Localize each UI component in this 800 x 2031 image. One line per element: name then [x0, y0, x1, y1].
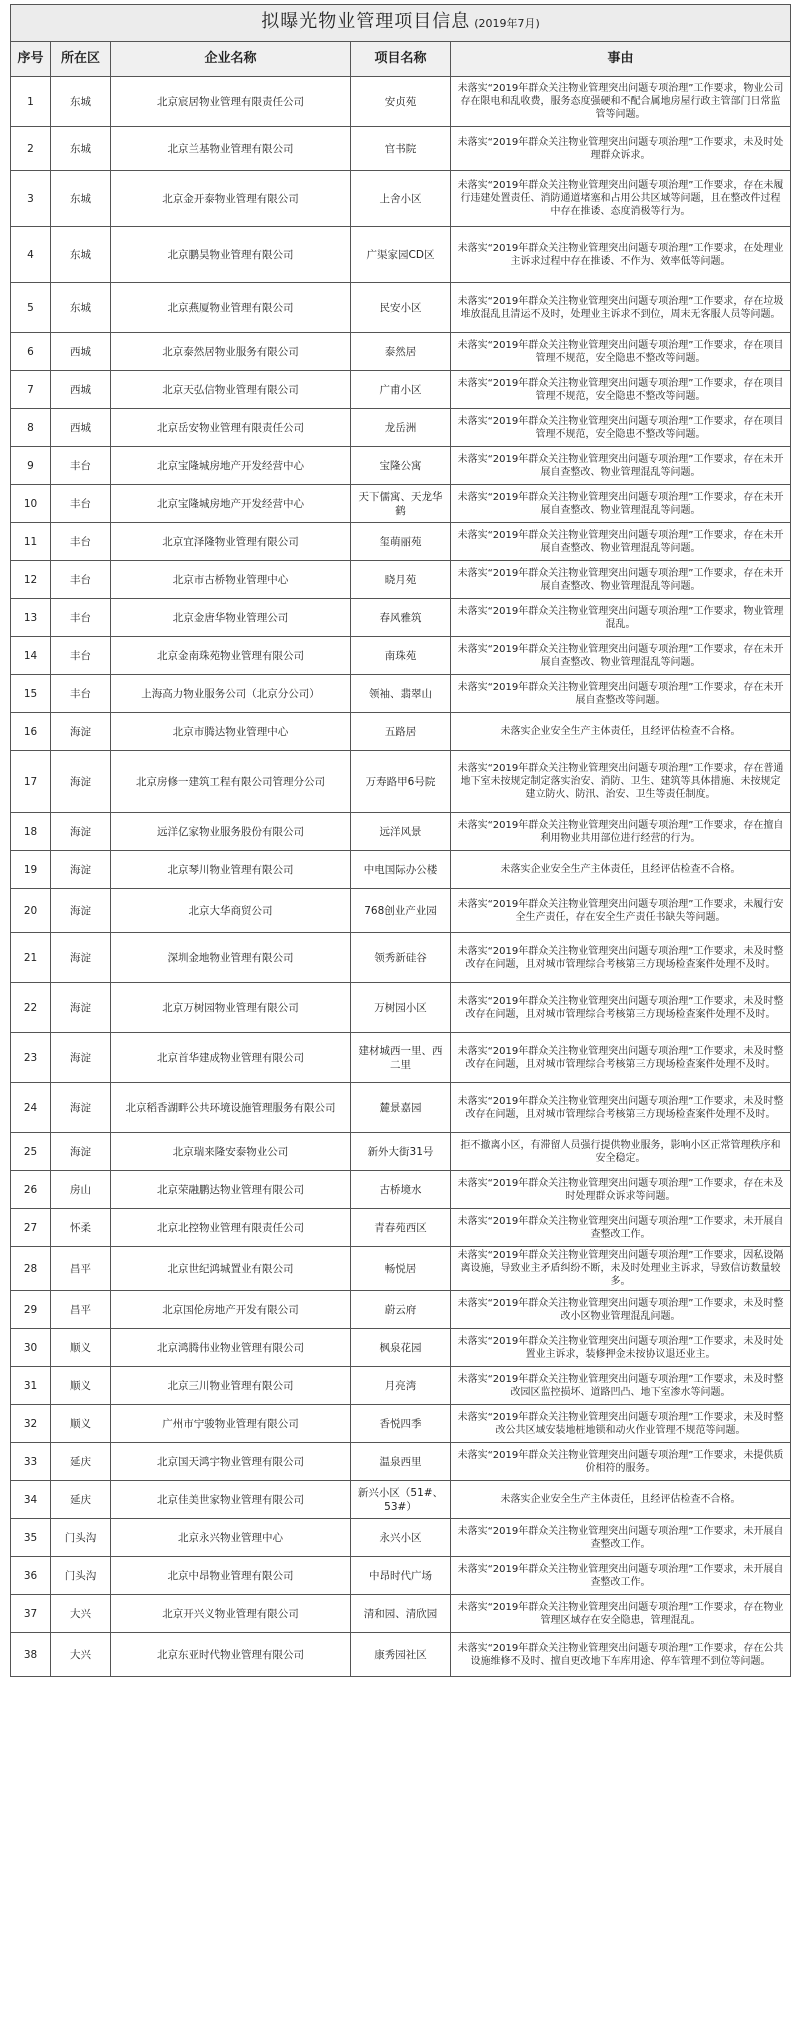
table-row: [11, 751, 791, 813]
cell-project: 上舍小区: [351, 171, 451, 227]
cell-company: 北京金唐华物业管理公司: [111, 599, 351, 637]
cell-company: 北京荣融鹏达物业管理有限公司: [111, 1171, 351, 1209]
page-title: [11, 5, 791, 42]
table-row: [11, 983, 791, 1033]
cell-reason: 未落实“2019年群众关注物业管理突出问题专项治理”工作要求，存在未开展自查整改、物业管理混乱等问题。: [451, 447, 791, 485]
cell-reason: 未落实“2019年群众关注物业管理突出问题专项治理”工作要求，未及时整改存在问题，且对城市管理综合考核第三方现场检查案件处理不及时。: [451, 983, 791, 1033]
cell-reason: 未落实“2019年群众关注物业管理突出问题专项治理”工作要求，物业管理混乱。: [451, 599, 791, 637]
table-row: [11, 171, 791, 227]
cell-no: 7: [11, 371, 51, 409]
cell-district: 丰台: [51, 523, 111, 561]
cell-company: 北京燕厦物业管理有限公司: [111, 283, 351, 333]
cell-reason: 未落实“2019年群众关注物业管理突出问题专项治理”工作要求，存在项目管理不规范，安全隐患不整改等问题。: [451, 333, 791, 371]
cell-no: 37: [11, 1595, 51, 1633]
cell-project: 古桥境水: [351, 1171, 451, 1209]
cell-project: 远洋风景: [351, 813, 451, 851]
header-project: 项目名称: [351, 42, 451, 77]
cell-company: 北京天弘信物业管理有限公司: [111, 371, 351, 409]
cell-company: 北京万树园物业管理有限公司: [111, 983, 351, 1033]
cell-district: 西城: [51, 371, 111, 409]
cell-no: 24: [11, 1083, 51, 1133]
cell-project: 万寿路甲6号院: [351, 751, 451, 813]
cell-district: 门头沟: [51, 1519, 111, 1557]
cell-project: 蔚云府: [351, 1291, 451, 1329]
cell-company: 北京开兴义物业管理有限公司: [111, 1595, 351, 1633]
cell-reason: 未落实企业安全生产主体责任，且经评估检查不合格。: [451, 1481, 791, 1519]
cell-no: 8: [11, 409, 51, 447]
cell-reason: 未落实“2019年群众关注物业管理突出问题专项治理”工作要求，存在普通地下室未按规定制定落实治安、消防、卫生、建筑等具体措施、未按规定建立防火、防汛、治安、卫生等责任制度。: [451, 751, 791, 813]
cell-project: 清和园、清欣园: [351, 1595, 451, 1633]
cell-reason: 未落实“2019年群众关注物业管理突出问题专项治理”工作要求，未及时整改存在问题，且对城市管理综合考核第三方现场检查案件处理不及时。: [451, 1083, 791, 1133]
cell-company: 北京中昂物业管理有限公司: [111, 1557, 351, 1595]
cell-reason: 未落实“2019年群众关注物业管理突出问题专项治理”工作要求，未及时处置业主诉求，装修押金未按协议退还业主。: [451, 1329, 791, 1367]
cell-district: 东城: [51, 227, 111, 283]
cell-reason: 未落实“2019年群众关注物业管理突出问题专项治理”工作要求，存在未开展自查整改、物业管理混乱等问题。: [451, 485, 791, 523]
cell-district: 丰台: [51, 561, 111, 599]
cell-company: 北京三川物业管理有限公司: [111, 1367, 351, 1405]
cell-no: 29: [11, 1291, 51, 1329]
cell-no: 13: [11, 599, 51, 637]
table-row: [11, 447, 791, 485]
cell-company: 北京北控物业管理有限责任公司: [111, 1209, 351, 1247]
table-row: [11, 637, 791, 675]
document: [10, 4, 790, 1677]
table-row: [11, 1133, 791, 1171]
cell-project: 龙岳洲: [351, 409, 451, 447]
table-row: [11, 1033, 791, 1083]
table-row: [11, 933, 791, 983]
title-text: 拟曝光物业管理项目信息: [261, 11, 471, 32]
cell-district: 顺义: [51, 1367, 111, 1405]
cell-no: 26: [11, 1171, 51, 1209]
cell-company: 北京鹏昊物业管理有限公司: [111, 227, 351, 283]
table-row: [11, 1329, 791, 1367]
header-district: 所在区: [51, 42, 111, 77]
cell-reason: 未落实“2019年群众关注物业管理突出问题专项治理”工作要求，未及时整改小区物业管理混乱问题。: [451, 1291, 791, 1329]
cell-no: 12: [11, 561, 51, 599]
cell-reason: 未落实“2019年群众关注物业管理突出问题专项治理”工作要求，存在未开展自查整改、物业管理混乱等问题。: [451, 637, 791, 675]
cell-district: 东城: [51, 283, 111, 333]
cell-reason: 未落实“2019年群众关注物业管理突出问题专项治理”工作要求，未履行安全生产责任，存在安全生产责任书缺失等问题。: [451, 889, 791, 933]
cell-project: 晓月苑: [351, 561, 451, 599]
cell-reason: 未落实“2019年群众关注物业管理突出问题专项治理”工作要求，未开展自查整改工作。: [451, 1557, 791, 1595]
table-row: [11, 409, 791, 447]
cell-district: 门头沟: [51, 1557, 111, 1595]
cell-project: 768创业产业园: [351, 889, 451, 933]
cell-project: 中昂时代广场: [351, 1557, 451, 1595]
cell-company: 北京世纪鸿城置业有限公司: [111, 1247, 351, 1291]
cell-no: 20: [11, 889, 51, 933]
cell-reason: 未落实“2019年群众关注物业管理突出问题专项治理”工作要求，未及时整改存在问题，且对城市管理综合考核第三方现场检查案件处理不及时。: [451, 1033, 791, 1083]
cell-company: 北京市古桥物业管理中心: [111, 561, 351, 599]
cell-project: 玺萌丽苑: [351, 523, 451, 561]
cell-project: 广甫小区: [351, 371, 451, 409]
cell-district: 海淀: [51, 933, 111, 983]
table-row: [11, 851, 791, 889]
cell-company: 深圳金地物业管理有限公司: [111, 933, 351, 983]
cell-project: 领袖、翡翠山: [351, 675, 451, 713]
cell-district: 海淀: [51, 1083, 111, 1133]
cell-company: 北京兰基物业管理有限公司: [111, 127, 351, 171]
cell-reason: 拒不撤离小区，有滞留人员强行提供物业服务，影响小区正常管理秩序和安全稳定。: [451, 1133, 791, 1171]
cell-project: 麓景嘉园: [351, 1083, 451, 1133]
cell-no: 30: [11, 1329, 51, 1367]
cell-no: 15: [11, 675, 51, 713]
cell-no: 32: [11, 1405, 51, 1443]
cell-no: 1: [11, 77, 51, 127]
cell-district: 海淀: [51, 751, 111, 813]
table-row: [11, 1209, 791, 1247]
cell-no: 35: [11, 1519, 51, 1557]
table-row: [11, 889, 791, 933]
cell-reason: 未落实“2019年群众关注物业管理突出问题专项治理”工作要求，存在擅自利用物业共用部位进行经营的行为。: [451, 813, 791, 851]
cell-project: 畅悦居: [351, 1247, 451, 1291]
table-row: [11, 77, 791, 127]
cell-company: 北京宝隆城房地产开发经营中心: [111, 447, 351, 485]
cell-project: 五路居: [351, 713, 451, 751]
cell-no: 34: [11, 1481, 51, 1519]
cell-company: 北京国伦房地产开发有限公司: [111, 1291, 351, 1329]
table-row: [11, 523, 791, 561]
cell-company: 上海高力物业服务公司（北京分公司）: [111, 675, 351, 713]
cell-company: 北京永兴物业管理中心: [111, 1519, 351, 1557]
cell-district: 丰台: [51, 599, 111, 637]
cell-reason: 未落实“2019年群众关注物业管理突出问题专项治理”工作要求，存在未开展自查整改等问题。: [451, 675, 791, 713]
cell-project: 万树园小区: [351, 983, 451, 1033]
cell-district: 海淀: [51, 851, 111, 889]
cell-district: 延庆: [51, 1481, 111, 1519]
cell-project: 宝隆公寓: [351, 447, 451, 485]
cell-no: 21: [11, 933, 51, 983]
cell-project: 南珠苑: [351, 637, 451, 675]
cell-reason: 未落实“2019年群众关注物业管理突出问题专项治理”工作要求，未及时处理群众诉求。: [451, 127, 791, 171]
table-row: [11, 1519, 791, 1557]
cell-reason: 未落实“2019年群众关注物业管理突出问题专项治理”工作要求，存在公共设施维修不及时、擅自更改地下车库用途、停车管理不到位等问题。: [451, 1633, 791, 1677]
cell-project: 安贞苑: [351, 77, 451, 127]
cell-district: 东城: [51, 127, 111, 171]
cell-no: 18: [11, 813, 51, 851]
cell-reason: 未落实“2019年群众关注物业管理突出问题专项治理”工作要求，未及时整改存在问题，且对城市管理综合考核第三方现场检查案件处理不及时。: [451, 933, 791, 983]
cell-district: 海淀: [51, 1133, 111, 1171]
cell-reason: 未落实“2019年群众关注物业管理突出问题专项治理”工作要求，在处理业主诉求过程中存在推诿、不作为、效率低等问题。: [451, 227, 791, 283]
cell-reason: 未落实“2019年群众关注物业管理突出问题专项治理”工作要求，物业公司存在限电和乱收费，服务态度强硬和不配合属地房屋行政主管部门日常监管等问题。: [451, 77, 791, 127]
cell-district: 海淀: [51, 813, 111, 851]
cell-no: 31: [11, 1367, 51, 1405]
table-row: [11, 283, 791, 333]
cell-district: 东城: [51, 77, 111, 127]
table-row: [11, 675, 791, 713]
cell-no: 27: [11, 1209, 51, 1247]
cell-district: 丰台: [51, 675, 111, 713]
header-no: 序号: [11, 42, 51, 77]
cell-district: 大兴: [51, 1633, 111, 1677]
table-row: [11, 1633, 791, 1677]
cell-company: 北京泰然居物业服务有限公司: [111, 333, 351, 371]
cell-project: 民安小区: [351, 283, 451, 333]
cell-project: 建材城西一里、西二里: [351, 1033, 451, 1083]
cell-project: 枫泉花园: [351, 1329, 451, 1367]
header-reason: 事由: [451, 42, 791, 77]
cell-company: 北京金南珠苑物业管理有限公司: [111, 637, 351, 675]
table-row: [11, 1405, 791, 1443]
cell-district: 昌平: [51, 1291, 111, 1329]
cell-district: 西城: [51, 333, 111, 371]
table-row: [11, 713, 791, 751]
cell-reason: 未落实“2019年群众关注物业管理突出问题专项治理”工作要求，未及时整改园区监控损坏、道路凹凸、地下室渗水等问题。: [451, 1367, 791, 1405]
cell-district: 海淀: [51, 889, 111, 933]
cell-district: 大兴: [51, 1595, 111, 1633]
cell-project: 领秀新硅谷: [351, 933, 451, 983]
cell-reason: 未落实“2019年群众关注物业管理突出问题专项治理”工作要求，存在项目管理不规范，安全隐患不整改等问题。: [451, 409, 791, 447]
table-row: [11, 599, 791, 637]
table-row: [11, 371, 791, 409]
cell-district: 昌平: [51, 1247, 111, 1291]
cell-district: 东城: [51, 171, 111, 227]
cell-no: 23: [11, 1033, 51, 1083]
cell-district: 丰台: [51, 485, 111, 523]
cell-reason: 未落实企业安全生产主体责任，且经评估检查不合格。: [451, 851, 791, 889]
cell-company: 北京岳安物业管理有限责任公司: [111, 409, 351, 447]
table-row: [11, 561, 791, 599]
cell-district: 西城: [51, 409, 111, 447]
cell-no: 10: [11, 485, 51, 523]
cell-reason: 未落实“2019年群众关注物业管理突出问题专项治理”工作要求，存在未开展自查整改、物业管理混乱等问题。: [451, 523, 791, 561]
cell-company: 北京琴川物业管理有限公司: [111, 851, 351, 889]
cell-company: 北京宸居物业管理有限责任公司: [111, 77, 351, 127]
table-row: [11, 1291, 791, 1329]
cell-no: 38: [11, 1633, 51, 1677]
cell-no: 17: [11, 751, 51, 813]
table-row: [11, 1171, 791, 1209]
cell-district: 海淀: [51, 1033, 111, 1083]
cell-district: 丰台: [51, 637, 111, 675]
cell-company: 北京佳美世家物业管理有限公司: [111, 1481, 351, 1519]
cell-company: 北京瑞来隆安泰物业公司: [111, 1133, 351, 1171]
cell-project: 广渠家园CD区: [351, 227, 451, 283]
table-row: [11, 333, 791, 371]
table-row: [11, 127, 791, 171]
cell-reason: 未落实“2019年群众关注物业管理突出问题专项治理”工作要求，存在未开展自查整改、物业管理混乱等问题。: [451, 561, 791, 599]
cell-company: 北京鸿腾伟业物业管理有限公司: [111, 1329, 351, 1367]
cell-no: 14: [11, 637, 51, 675]
cell-district: 顺义: [51, 1329, 111, 1367]
cell-reason: 未落实企业安全生产主体责任，且经评估检查不合格。: [451, 713, 791, 751]
cell-company: 北京房修一建筑工程有限公司管理分公司: [111, 751, 351, 813]
cell-project: 温泉西里: [351, 1443, 451, 1481]
cell-no: 4: [11, 227, 51, 283]
cell-district: 延庆: [51, 1443, 111, 1481]
cell-no: 28: [11, 1247, 51, 1291]
cell-reason: 未落实“2019年群众关注物业管理突出问题专项治理”工作要求，未提供质价相符的服务。: [451, 1443, 791, 1481]
cell-project: 官书院: [351, 127, 451, 171]
table-row: [11, 485, 791, 523]
header-row: [11, 42, 791, 77]
cell-reason: 未落实“2019年群众关注物业管理突出问题专项治理”工作要求，存在未及时处理群众诉求等问题。: [451, 1171, 791, 1209]
cell-project: 泰然居: [351, 333, 451, 371]
cell-no: 3: [11, 171, 51, 227]
cell-company: 北京国天鸿宇物业管理有限公司: [111, 1443, 351, 1481]
cell-no: 16: [11, 713, 51, 751]
cell-company: 北京稻香湖畔公共环境设施管理服务有限公司: [111, 1083, 351, 1133]
cell-district: 丰台: [51, 447, 111, 485]
cell-company: 北京金开泰物业管理有限公司: [111, 171, 351, 227]
cell-district: 房山: [51, 1171, 111, 1209]
cell-no: 33: [11, 1443, 51, 1481]
table-body: [11, 77, 791, 1677]
table-row: [11, 1443, 791, 1481]
cell-no: 2: [11, 127, 51, 171]
header-company: 企业名称: [111, 42, 351, 77]
cell-no: 36: [11, 1557, 51, 1595]
cell-project: 天下儒寓、天龙华鹤: [351, 485, 451, 523]
cell-company: 北京大华商贸公司: [111, 889, 351, 933]
cell-reason: 未落实“2019年群众关注物业管理突出问题专项治理”工作要求，存在物业管理区域存在安全隐患，管理混乱。: [451, 1595, 791, 1633]
cell-district: 海淀: [51, 983, 111, 1033]
table-row: [11, 1481, 791, 1519]
cell-project: 春风雅筑: [351, 599, 451, 637]
cell-no: 5: [11, 283, 51, 333]
cell-project: 永兴小区: [351, 1519, 451, 1557]
title-date: (2019年7月): [474, 17, 540, 30]
table-row: [11, 1367, 791, 1405]
cell-project: 香悦四季: [351, 1405, 451, 1443]
cell-project: 月亮湾: [351, 1367, 451, 1405]
table-row: [11, 1083, 791, 1133]
cell-company: 北京宜泽隆物业管理有限公司: [111, 523, 351, 561]
cell-company: 北京东亚时代物业管理有限公司: [111, 1633, 351, 1677]
cell-reason: 未落实“2019年群众关注物业管理突出问题专项治理”工作要求，未开展自查整改工作。: [451, 1209, 791, 1247]
cell-district: 怀柔: [51, 1209, 111, 1247]
table-row: [11, 1557, 791, 1595]
cell-company: 广州市宁骏物业管理有限公司: [111, 1405, 351, 1443]
cell-no: 25: [11, 1133, 51, 1171]
cell-reason: 未落实“2019年群众关注物业管理突出问题专项治理”工作要求，存在项目管理不规范，安全隐患不整改等问题。: [451, 371, 791, 409]
cell-district: 顺义: [51, 1405, 111, 1443]
cell-no: 22: [11, 983, 51, 1033]
table-row: [11, 1595, 791, 1633]
cell-company: 北京宝隆城房地产开发经营中心: [111, 485, 351, 523]
cell-reason: 未落实“2019年群众关注物业管理突出问题专项治理”工作要求，存在垃圾堆放混乱且清运不及时，处理业主诉求不到位，周末无客服人员等问题。: [451, 283, 791, 333]
project-table: [10, 4, 791, 1677]
cell-no: 6: [11, 333, 51, 371]
cell-reason: 未落实“2019年群众关注物业管理突出问题专项治理”工作要求，未及时整改公共区域安装地桩地锁和动火作业管理不规范等问题。: [451, 1405, 791, 1443]
cell-no: 19: [11, 851, 51, 889]
cell-no: 11: [11, 523, 51, 561]
cell-project: 中电国际办公楼: [351, 851, 451, 889]
cell-no: 9: [11, 447, 51, 485]
cell-reason: 未落实“2019年群众关注物业管理突出问题专项治理”工作要求，因私设隔离设施，导致业主矛盾纠纷不断，未及时处理业主诉求，导致信访数量较多。: [451, 1247, 791, 1291]
cell-company: 远洋亿家物业服务股份有限公司: [111, 813, 351, 851]
cell-project: 新外大街31号: [351, 1133, 451, 1171]
table-row: [11, 227, 791, 283]
table-row: [11, 813, 791, 851]
cell-company: 北京首华建成物业管理有限公司: [111, 1033, 351, 1083]
cell-reason: 未落实“2019年群众关注物业管理突出问题专项治理”工作要求，存在未履行违建处置责任、消防通道堵塞和占用公共区域等问题，且在整改件过程中存在推诿、态度消极等行为。: [451, 171, 791, 227]
cell-company: 北京市腾达物业管理中心: [111, 713, 351, 751]
cell-reason: 未落实“2019年群众关注物业管理突出问题专项治理”工作要求，未开展自查整改工作。: [451, 1519, 791, 1557]
cell-project: 康秀园社区: [351, 1633, 451, 1677]
cell-district: 海淀: [51, 713, 111, 751]
table-row: [11, 1247, 791, 1291]
cell-project: 青春苑西区: [351, 1209, 451, 1247]
cell-project: 新兴小区（51#、53#）: [351, 1481, 451, 1519]
